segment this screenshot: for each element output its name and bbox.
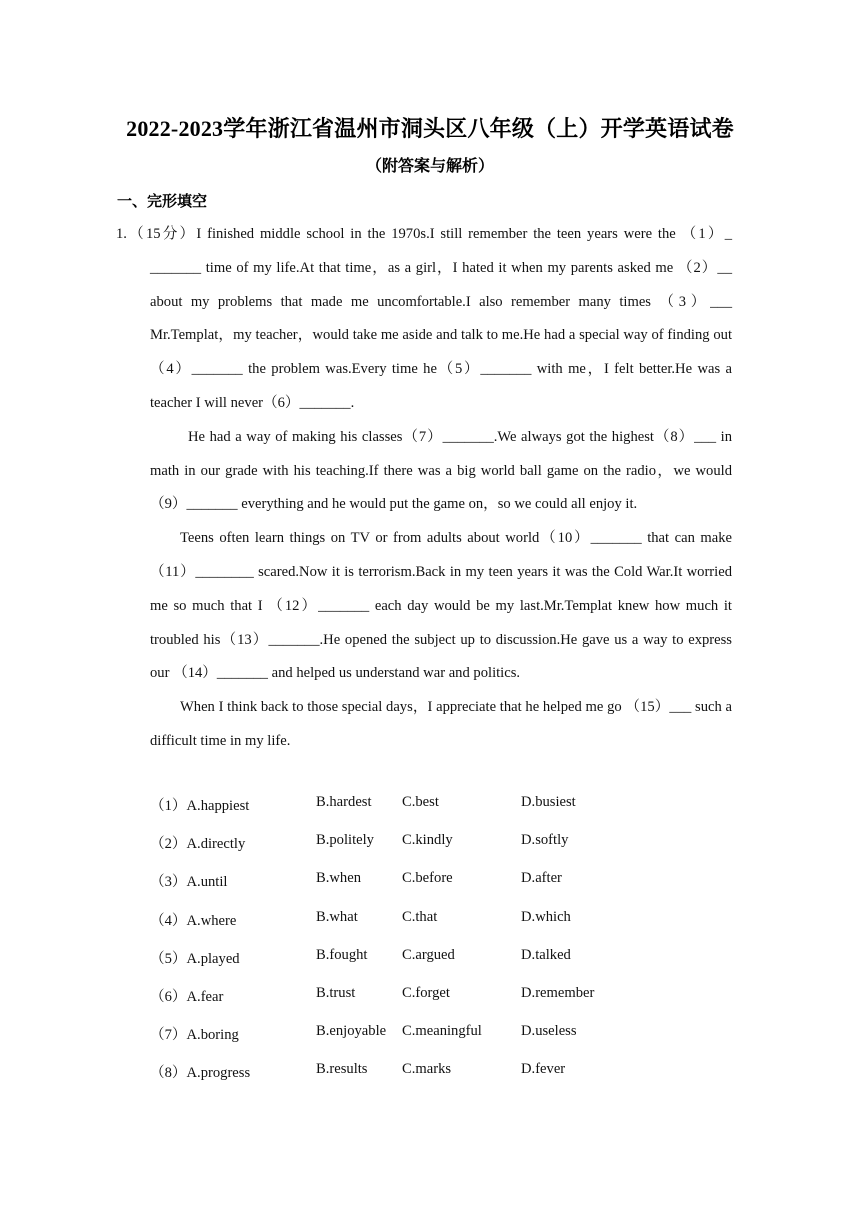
option-d: D.after <box>521 870 562 887</box>
option-b: B.trust <box>316 984 356 1001</box>
passage-paragraph: 1.（15分）I finished middle school in the 1970s.I still remember the teen years were the （1）_ _______ time of my life.At that time，as a girl，I hated it when my parents asked me （2）__ about my problems that made me uncomfortable.I also remember many times （3）___ Mr.Templat，my teacher，would take me aside and talk to me.He had a special way of finding out （4）_______ the problem was.Every time he（5）_______ with me，I felt better.He was a teacher I will never（6）_______. <box>116 226 732 411</box>
question-number: （5） <box>150 950 187 967</box>
option-a <box>150 870 227 891</box>
question-number: （1） <box>150 798 187 814</box>
option-row <box>150 985 750 1023</box>
option-d: D.remember <box>521 984 595 1001</box>
option-c: C.forget <box>402 984 450 1001</box>
option-b: B.results <box>316 1061 368 1078</box>
option-a-text: A.fear <box>186 988 224 1005</box>
page-title: 2022-2023学年浙江省温州市洞头区八年级（上）开学英语试卷 <box>126 116 734 141</box>
passage-paragraph: Teens often learn things on TV or from adults about world（10）_______ that can make （11）________ scared.Now it is terrorism.Back in my teen years it was the Cold War.It worried me so much that I （12）_______ each day would be my last.Mr.Templat knew how much it troubled his（13）_______.He opened the subject up to discussion.He gave us a way to express our （14）_______ and helped us understand war and politics. <box>150 530 732 682</box>
option-a-text: A.played <box>186 950 240 967</box>
option-row <box>150 1061 750 1099</box>
option-d: D.fever <box>521 1061 566 1078</box>
page-subtitle: （附答案与解析） <box>365 158 494 175</box>
option-d: D.talked <box>521 946 571 963</box>
question-number: （8） <box>150 1065 187 1082</box>
question-number: （3） <box>150 874 187 891</box>
cloze-passage <box>116 218 732 759</box>
option-c: C.meaningful <box>402 1023 482 1040</box>
option-row <box>150 794 750 832</box>
option-a-text: A.progress <box>186 1065 251 1082</box>
option-a <box>150 947 240 968</box>
option-c: C.best <box>402 794 439 810</box>
passage-paragraph: He had a way of making his classes（7）_______.We always got the highest（8）___ in math in our grade with his teaching.If there was a big world ball game on the radio，we would（9）_______ everything and he would put the game on，so we could all enjoy it. <box>150 428 732 513</box>
option-b: B.fought <box>316 946 368 963</box>
option-c: C.that <box>402 908 438 925</box>
option-row <box>150 870 750 908</box>
question-number: （6） <box>150 988 187 1005</box>
option-a <box>150 909 236 930</box>
option-row <box>150 832 750 870</box>
option-b: B.politely <box>316 832 374 849</box>
option-a-text: A.where <box>186 912 237 929</box>
option-row <box>150 909 750 947</box>
option-d: D.softly <box>521 832 569 849</box>
option-c: C.before <box>402 870 453 887</box>
question-number: （4） <box>150 912 187 929</box>
option-d: D.which <box>521 908 571 925</box>
option-a <box>150 1061 250 1082</box>
option-a <box>150 985 223 1006</box>
option-row <box>150 947 750 985</box>
option-b: B.hardest <box>316 794 372 810</box>
option-row <box>150 1023 750 1061</box>
option-c: C.kindly <box>402 832 453 849</box>
option-a-text: A.until <box>186 874 228 891</box>
option-b: B.what <box>316 908 358 925</box>
question-number: （7） <box>150 1027 187 1044</box>
option-a <box>150 832 245 853</box>
option-b: B.when <box>316 870 361 887</box>
option-a-text: A.happiest <box>186 798 250 814</box>
option-c: C.argued <box>402 946 455 963</box>
option-d: D.useless <box>521 1023 577 1040</box>
question-number: （2） <box>150 836 187 853</box>
section-heading: 一、完形填空 <box>117 194 208 210</box>
passage-paragraph: When I think back to those special days，I appreciate that he helped me go （15）___ such a difficult time in my life. <box>150 699 732 749</box>
option-c: C.marks <box>402 1061 452 1078</box>
option-d: D.busiest <box>521 794 576 810</box>
answer-options <box>150 794 750 1100</box>
option-a-text: A.directly <box>186 836 246 853</box>
option-a-text: A.boring <box>186 1027 239 1044</box>
option-b: B.enjoyable <box>316 1023 387 1040</box>
option-a <box>150 1023 239 1044</box>
option-a <box>150 794 249 815</box>
